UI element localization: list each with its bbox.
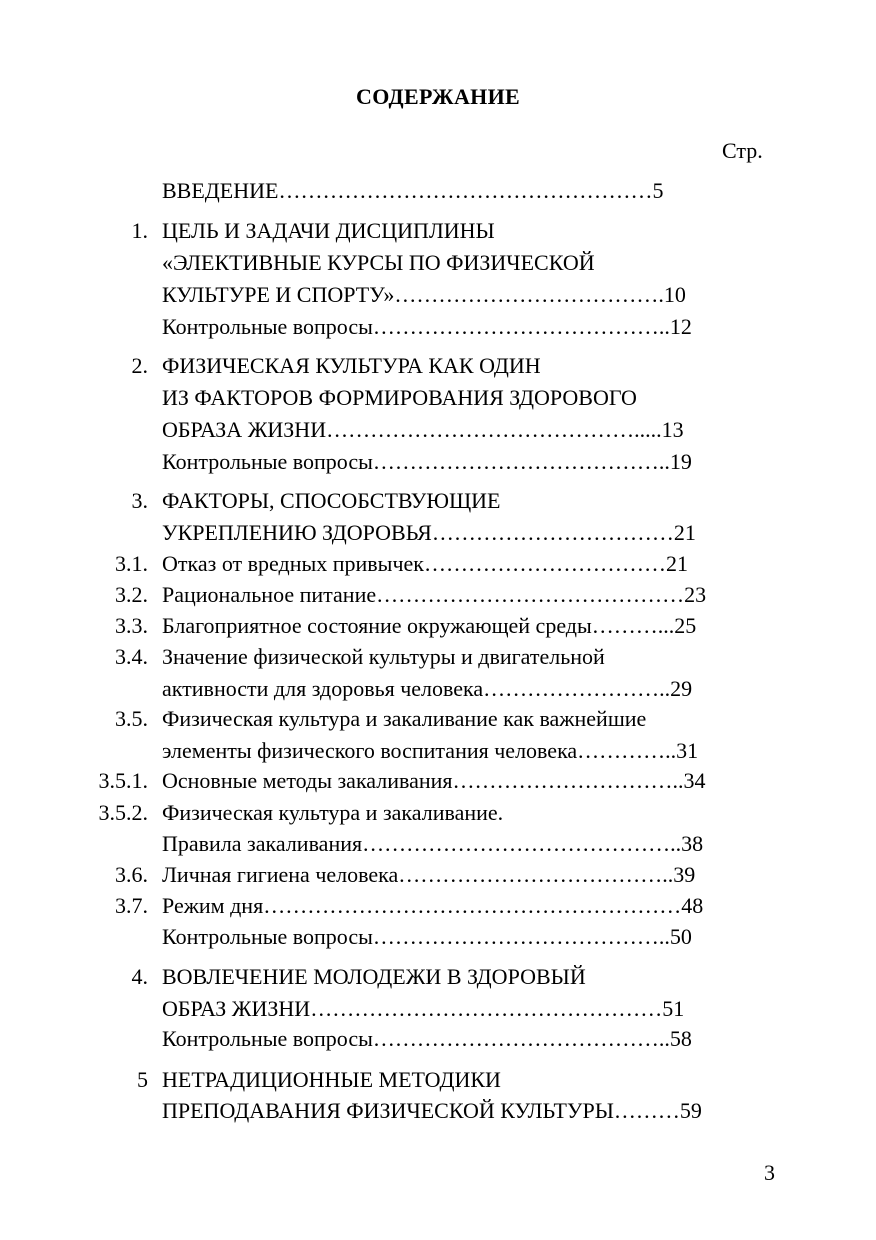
toc-item-number: 2. bbox=[131, 353, 148, 378]
toc-item-line[interactable]: ВОВЛЕЧЕНИЕ МОЛОДЕЖИ В ЗДОРОВЫЙ bbox=[162, 964, 586, 989]
toc-item-line[interactable]: Режим дня…………………………………………………48 bbox=[162, 893, 704, 918]
toc-item-number: 3.1. bbox=[115, 551, 148, 576]
toc-item-line[interactable]: ОБРАЗА ЖИЗНИ…………………………………….....13 bbox=[162, 417, 684, 442]
toc-item-number: 5 bbox=[137, 1067, 148, 1092]
toc-item-number: 4. bbox=[131, 964, 148, 989]
toc-item-line[interactable]: Отказ от вредных привычек……………………………21 bbox=[162, 551, 688, 576]
toc-item-line[interactable]: ФАКТОРЫ, СПОСОБСТВУЮЩИЕ bbox=[162, 488, 501, 513]
toc-item-line[interactable]: Основные методы закаливания…………………………..34 bbox=[162, 768, 706, 793]
toc-item-number: 3.4. bbox=[115, 644, 148, 669]
page-column-label: Стр. bbox=[722, 138, 763, 163]
toc-item-number: 3.2. bbox=[115, 582, 148, 607]
toc-item-line[interactable]: Значение физической культуры и двигательной bbox=[162, 644, 605, 669]
page-title: СОДЕРЖАНИЕ bbox=[356, 84, 520, 109]
toc-item-line[interactable]: ПРЕПОДАВАНИЯ ФИЗИЧЕСКОЙ КУЛЬТУРЫ………59 bbox=[162, 1098, 702, 1123]
toc-item-line[interactable]: активности для здоровья человека……………………..29 bbox=[162, 676, 693, 701]
toc-item-line[interactable]: Рациональное питание……………………………………23 bbox=[162, 582, 707, 607]
toc-item-line[interactable]: Личная гигиена человека………………………………..39 bbox=[162, 862, 696, 887]
toc-item-line[interactable]: Контрольные вопросы…………………………………..12 bbox=[162, 314, 692, 339]
toc-item-line[interactable]: ОБРАЗ ЖИЗНИ…………………………………………51 bbox=[162, 996, 685, 1021]
toc-item-line[interactable]: Благоприятное состояние окружающей среды………...25 bbox=[162, 613, 697, 638]
toc-item-line[interactable]: НЕТРАДИЦИОННЫЕ МЕТОДИКИ bbox=[162, 1067, 501, 1092]
toc-item-line[interactable]: УКРЕПЛЕНИЮ ЗДОРОВЬЯ……………………………21 bbox=[162, 520, 696, 545]
toc-item-line[interactable]: КУЛЬТУРЕ И СПОРТУ»……………………………….10 bbox=[162, 282, 686, 307]
toc-item-line[interactable]: Физическая культура и закаливание. bbox=[162, 800, 504, 825]
toc-item-line[interactable]: ФИЗИЧЕСКАЯ КУЛЬТУРА КАК ОДИН bbox=[162, 353, 541, 378]
toc-item-number: 1. bbox=[131, 218, 148, 243]
toc-item-line[interactable]: Контрольные вопросы…………………………………..50 bbox=[162, 924, 692, 949]
toc-item-line[interactable]: ИЗ ФАКТОРОВ ФОРМИРОВАНИЯ ЗДОРОВОГО bbox=[162, 385, 637, 410]
toc-item-number: 3.5.1. bbox=[98, 768, 148, 793]
toc-item-number: 3.5. bbox=[115, 706, 148, 731]
toc-item-line[interactable]: Контрольные вопросы…………………………………..19 bbox=[162, 449, 692, 474]
toc-item-number: 3.7. bbox=[115, 893, 148, 918]
toc-item-line[interactable]: Контрольные вопросы…………………………………..58 bbox=[162, 1026, 692, 1051]
toc-item-number: 3.5.2. bbox=[98, 800, 148, 825]
toc-item-line[interactable]: ЦЕЛЬ И ЗАДАЧИ ДИСЦИПЛИНЫ bbox=[162, 218, 495, 243]
toc-item-number: 3. bbox=[131, 488, 148, 513]
toc-item-number: 3.6. bbox=[115, 862, 148, 887]
toc-item-line[interactable]: «ЭЛЕКТИВНЫЕ КУРСЫ ПО ФИЗИЧЕСКОЙ bbox=[162, 250, 595, 275]
page-number: 3 bbox=[764, 1160, 775, 1185]
toc-item-line[interactable]: элементы физического воспитания человека…………..31 bbox=[162, 738, 699, 763]
toc-item-line[interactable]: ВВЕДЕНИЕ……………………………………………5 bbox=[162, 178, 664, 203]
toc-item-line[interactable]: Физическая культура и закаливание как важнейшие bbox=[162, 706, 647, 731]
toc-item-number: 3.3. bbox=[115, 613, 148, 638]
toc-item-line[interactable]: Правила закаливания……………………………………..38 bbox=[162, 831, 704, 856]
